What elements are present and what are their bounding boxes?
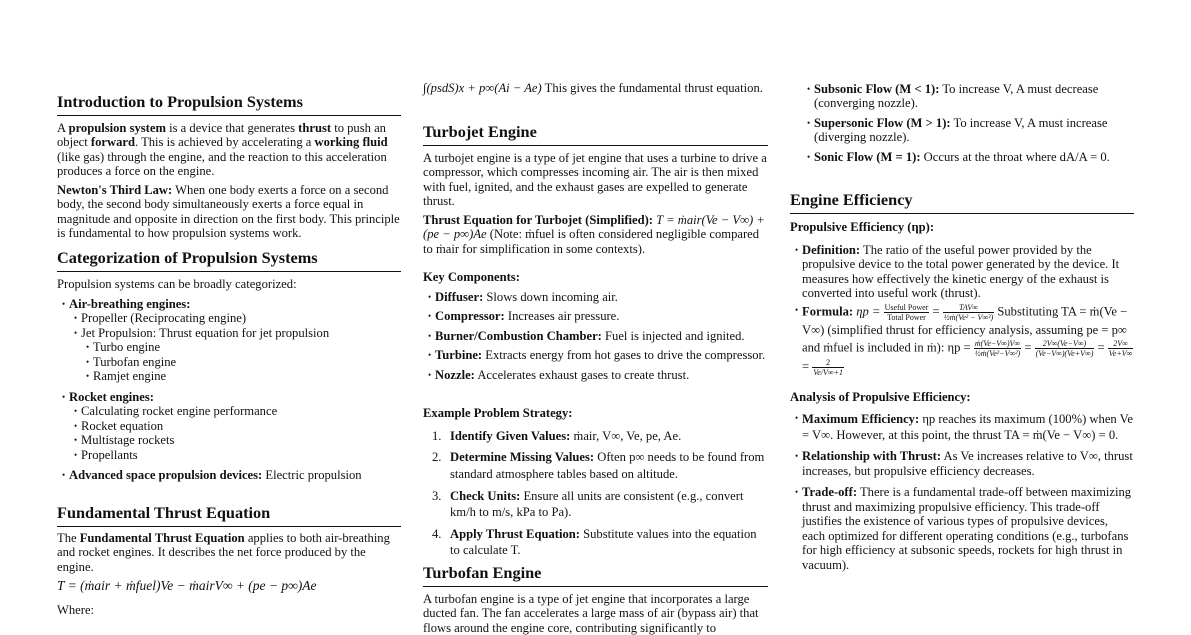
list-item: 4. Apply Thrust Equation: Substitute values into the equation to calculate T.	[432, 526, 757, 557]
intro-heading: Introduction to Propulsion Systems	[57, 93, 401, 116]
engine-efficiency-heading: Engine Efficiency	[790, 191, 1134, 214]
list-item: • Rocket engines:	[57, 390, 401, 404]
list-item: • Formula: ηp = $\frac{\text{Useful Power}}{\text{Total Power}}$ = $\frac{\text{TAV∞}}{\text{½ṁ(Ve² − V∞²)}}$ Substituting TA = ṁ(Ve − V∞) (simplified thrust for efficiency analysis, assuming pe = p∞ and ṁfuel is included in ṁ): ηp = $\frac{\text{ṁ(Ve−V∞)V∞}}{\text{½ṁ(Ve²−V∞²)}}$ = $\frac{2V\infty(Ve-V\infty)}{(Ve-V\infty)(Ve+V\infty)}$ = $\frac{2V\infty}{Ve+V\infty}$ = $\frac{2}{Ve/V\infty+1}$	[790, 303, 1134, 377]
list-item: • Compressor: Increases air pressure.	[423, 309, 768, 323]
list-item: • Supersonic Flow (M > 1): To increase V, A must increase (diverging nozzle).	[802, 116, 1134, 145]
list-item: • Nozzle: Accelerates exhaust gases to create thrust.	[423, 368, 768, 382]
categorization-heading: Categorization of Propulsion Systems	[57, 249, 401, 272]
strategy-list	[423, 429, 768, 558]
list-item: 3. Check Units: Ensure all units are consistent (e.g., convert km/h to m/s, kPa to Pa).	[432, 489, 744, 520]
list-item: 1. Identify Given Values: ṁair, V∞, Ve, pe, Ae.	[432, 429, 682, 443]
formula-item	[790, 303, 1134, 377]
definition-list	[790, 243, 1134, 301]
strategy-heading: Example Problem Strategy:	[423, 406, 573, 420]
list-item: • Trade-off: There is a fundamental trade-off between maximizing thrust and maximizing propulsive efficiency. This trade-off justifies the existence of various types of propulsive devices, each optimized for different operating conditions (e.g., turbofans for high efficiency at subsonic speeds, rockets for high thrust in vacuum).	[790, 485, 1134, 572]
list-item: • Advanced space propulsion devices: Electric propulsion	[57, 468, 401, 482]
thrust-equation-heading: Fundamental Thrust Equation	[57, 504, 401, 527]
thrust-equation: T = (ṁair + ṁfuel)Ve − ṁairV∞ + (pe − p∞)Ae	[57, 578, 317, 593]
fraction: $\frac{\text{Useful Power}}{\text{Total Power}}$	[884, 303, 929, 322]
integral-continuation: ∫(psdS)x + p∞(Ai − Ae) This gives the fundamental thrust equation.	[423, 81, 763, 95]
propulsive-efficiency-heading: Propulsive Efficiency (ηp):	[790, 220, 935, 234]
fraction: $\frac{2}{Ve/V\infty+1}$	[813, 358, 844, 377]
list-item: • Propellants	[57, 448, 401, 462]
list-item: • Multistage rockets	[57, 433, 401, 447]
list-item: • Turbofan engine	[57, 355, 401, 369]
list-item: • Burner/Combustion Chamber: Fuel is injected and ignited.	[423, 329, 768, 343]
list-item: • Ramjet engine	[57, 369, 401, 383]
turbojet-paragraph: A turbojet engine is a type of jet engine that uses a turbine to drive a compressor, which compresses incoming air. The air is then mixed with fuel, ignited, and the exhaust gases are expelled to generate thrust.	[423, 151, 767, 209]
analysis-heading: Analysis of Propulsive Efficiency:	[790, 390, 971, 404]
intro-paragraph: A propulsion system is a device that generates thrust to push an object forward. This is achieved by accelerating a working fluid (like gas) through the engine, and the reaction to this acceleration produces a force on the engine.	[57, 121, 388, 179]
list-item: • Definition: The ratio of the useful power provided by the propulsive device to the total power generated by the device. It measures how effectively the kinetic energy of the exhaust is converted into useful work (thrust).	[790, 243, 1134, 301]
fraction: $\frac{\text{ṁ(Ve−V∞)V∞}}{\text{½ṁ(Ve²−V∞²)}}$	[974, 339, 1021, 358]
list-item: • Diffuser: Slows down incoming air.	[423, 290, 768, 304]
list-item: • Relationship with Thrust: As Ve increases relative to V∞, thrust increases, but propulsive efficiency decreases.	[790, 449, 1134, 480]
key-components-heading: Key Components:	[423, 270, 520, 284]
list-item: 2. Determine Missing Values: Often p∞ needs to be found from standard atmosphere tables based on altitude.	[432, 450, 765, 482]
list-item: • Maximum Efficiency: ηp reaches its maximum (100%) when Ve = V∞. However, at this point, the thrust TA = ṁ(Ve − V∞) = 0.	[790, 411, 1134, 444]
list-item: • Jet Propulsion: Thrust equation for jet propulsion	[57, 326, 401, 340]
newton-paragraph: Newton's Third Law: When one body exerts a force on a second body, the second body simultaneously exerts a force equal in magnitude and opposite in direction on the first body. This principle is fundamental to how propulsion systems work.	[57, 183, 400, 241]
list-item: • Turbine: Extracts energy from hot gases to drive the compressor.	[423, 348, 768, 362]
thrust-paragraph: The Fundamental Thrust Equation applies to both air-breathing and rocket engines. It describes the net force produced by the engine.	[57, 531, 390, 574]
fraction: $\frac{\text{TAV∞}}{\text{½ṁ(Ve² − V∞²)}}$	[943, 303, 994, 322]
analysis-list	[790, 411, 1134, 572]
list-item: • Turbo engine	[57, 340, 401, 354]
list-item: • Air-breathing engines:	[57, 297, 401, 311]
fraction: $\frac{2V\infty}{Ve+V\infty}$	[1108, 339, 1133, 358]
list-item: • Rocket equation	[57, 419, 401, 433]
flow-list	[802, 82, 1134, 164]
where-label: Where:	[57, 603, 95, 617]
list-item: • Propeller (Reciprocating engine)	[57, 311, 401, 325]
turbofan-paragraph: A turbofan engine is a type of jet engine that incorporates a large ducted fan. The fan accelerates a large mass of air (bypass air) that flows around the engine core, contributing significantly to	[423, 592, 759, 635]
list-item: • Subsonic Flow (M < 1): To increase V, A must decrease (converging nozzle).	[802, 82, 1134, 111]
list-item: • Calculating rocket engine performance	[57, 404, 401, 418]
turbofan-heading: Turbofan Engine	[423, 564, 768, 587]
turbojet-thrust-equation: Thrust Equation for Turbojet (Simplified): T = ṁair(Ve − V∞) + (pe − p∞)Ae (Note: ṁfuel is often considered negligible compared to ṁair for simplification in some contexts).	[423, 213, 765, 256]
turbojet-heading: Turbojet Engine	[423, 123, 768, 146]
components-list	[423, 290, 768, 382]
fraction: $\frac{2V\infty(Ve-V\infty)}{(Ve-V\infty)(Ve+V\infty)}$	[1035, 339, 1094, 358]
categorization-list	[57, 297, 401, 483]
list-item: • Sonic Flow (M = 1): Occurs at the throat where dA/A = 0.	[802, 150, 1134, 164]
categorization-lead: Propulsion systems can be broadly categorized:	[57, 277, 297, 291]
